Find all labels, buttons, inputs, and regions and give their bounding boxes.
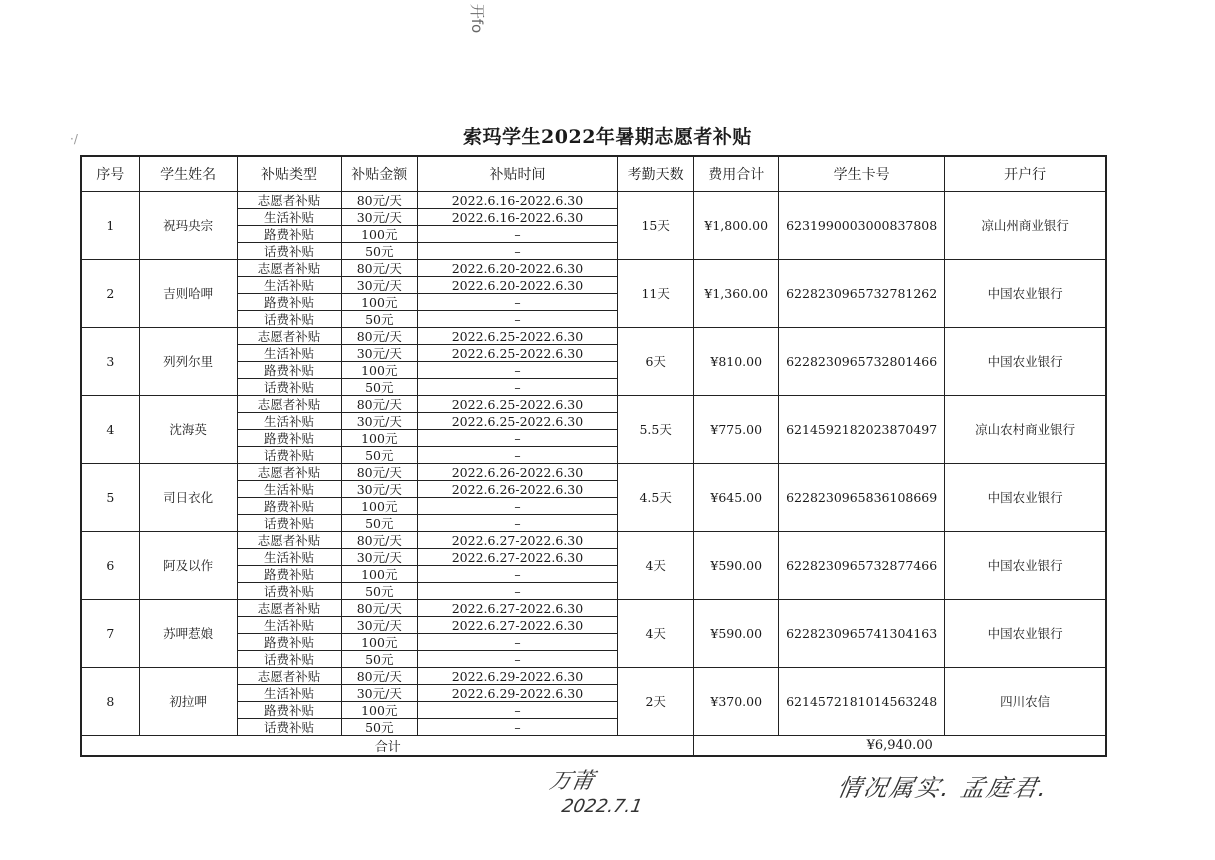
- student-number-cell: 6: [81, 532, 139, 600]
- attendance-days-cell: 6天: [617, 328, 693, 396]
- table-body: [81, 192, 1106, 736]
- subsidy-type-cell: 话费补贴: [237, 583, 341, 600]
- subsidy-type-cell: 志愿者补贴: [237, 668, 341, 685]
- subsidy-period-cell: –: [418, 583, 618, 600]
- subsidy-period-cell: 2022.6.29-2022.6.30: [418, 685, 618, 702]
- bank-cell: 四川农信: [945, 668, 1106, 736]
- subsidy-amount-cell: 50元: [341, 311, 417, 328]
- table-row: [81, 464, 1106, 481]
- subsidy-amount-cell: 30元/天: [341, 209, 417, 226]
- subsidy-period-cell: 2022.6.25-2022.6.30: [418, 396, 618, 413]
- subsidy-amount-cell: 30元/天: [341, 549, 417, 566]
- subsidy-type-cell: 生活补贴: [237, 209, 341, 226]
- card-number-cell: 6228230965732877466: [779, 532, 945, 600]
- table-row: [81, 532, 1106, 549]
- fee-total-cell: ¥1,800.00: [694, 192, 779, 260]
- subsidy-period-cell: –: [418, 362, 618, 379]
- student-number-cell: 3: [81, 328, 139, 396]
- student-name-cell: 苏呷惹娘: [139, 600, 237, 668]
- subsidy-amount-cell: 80元/天: [341, 192, 417, 209]
- subsidy-amount-cell: 30元/天: [341, 345, 417, 362]
- subsidy-period-cell: 2022.6.25-2022.6.30: [418, 345, 618, 362]
- subsidy-type-cell: 生活补贴: [237, 617, 341, 634]
- bank-cell: 中国农业银行: [945, 532, 1106, 600]
- subsidy-period-cell: –: [418, 651, 618, 668]
- subsidy-table: [80, 155, 1107, 757]
- student-number-cell: 5: [81, 464, 139, 532]
- handwritten-signature-right: 情况属实. 孟庭君.: [835, 774, 1051, 802]
- subsidy-type-cell: 路费补贴: [237, 362, 341, 379]
- subsidy-period-cell: –: [418, 226, 618, 243]
- attendance-days-cell: 2天: [617, 668, 693, 736]
- bank-cell: 凉山州商业银行: [945, 192, 1106, 260]
- subsidy-type-cell: 生活补贴: [237, 277, 341, 294]
- total-value: ¥6,940.00: [694, 736, 1106, 757]
- student-number-cell: 4: [81, 396, 139, 464]
- header-cell: 考勤天数: [617, 156, 693, 192]
- bank-cell: 中国农业银行: [945, 328, 1106, 396]
- handwritten-signature-left: 万莆: [547, 769, 596, 794]
- subsidy-amount-cell: 80元/天: [341, 328, 417, 345]
- table-row: [81, 396, 1106, 413]
- subsidy-amount-cell: 80元/天: [341, 260, 417, 277]
- subsidy-type-cell: 路费补贴: [237, 702, 341, 719]
- attendance-days-cell: 15天: [617, 192, 693, 260]
- subsidy-type-cell: 生活补贴: [237, 549, 341, 566]
- card-number-cell: 6228230965741304163: [779, 600, 945, 668]
- subsidy-amount-cell: 50元: [341, 583, 417, 600]
- subsidy-type-cell: 话费补贴: [237, 311, 341, 328]
- subsidy-period-cell: –: [418, 243, 618, 260]
- subsidy-type-cell: 路费补贴: [237, 430, 341, 447]
- header-cell: 补贴时间: [418, 156, 618, 192]
- subsidy-period-cell: 2022.6.27-2022.6.30: [418, 617, 618, 634]
- card-number-cell: 6228230965732801466: [779, 328, 945, 396]
- subsidy-type-cell: 路费补贴: [237, 634, 341, 651]
- header-row: [81, 156, 1106, 192]
- subsidy-amount-cell: 30元/天: [341, 413, 417, 430]
- subsidy-amount-cell: 100元: [341, 226, 417, 243]
- handwritten-date: 2022.7.1: [560, 796, 645, 817]
- subsidy-period-cell: 2022.6.29-2022.6.30: [418, 668, 618, 685]
- header-cell: 开户行: [945, 156, 1106, 192]
- subsidy-period-cell: 2022.6.26-2022.6.30: [418, 481, 618, 498]
- card-number-cell: 6231990003000837808: [779, 192, 945, 260]
- subsidy-period-cell: 2022.6.16-2022.6.30: [418, 192, 618, 209]
- subsidy-period-cell: 2022.6.26-2022.6.30: [418, 464, 618, 481]
- subsidy-amount-cell: 50元: [341, 651, 417, 668]
- subsidy-amount-cell: 100元: [341, 294, 417, 311]
- header-cell: 学生姓名: [139, 156, 237, 192]
- subsidy-type-cell: 志愿者补贴: [237, 260, 341, 277]
- subsidy-amount-cell: 80元/天: [341, 600, 417, 617]
- fee-total-cell: ¥810.00: [694, 328, 779, 396]
- student-number-cell: 7: [81, 600, 139, 668]
- attendance-days-cell: 4天: [617, 532, 693, 600]
- student-number-cell: 1: [81, 192, 139, 260]
- header-cell: 补贴类型: [237, 156, 341, 192]
- subsidy-type-cell: 志愿者补贴: [237, 396, 341, 413]
- attendance-days-cell: 11天: [617, 260, 693, 328]
- subsidy-amount-cell: 100元: [341, 566, 417, 583]
- subsidy-type-cell: 话费补贴: [237, 379, 341, 396]
- total-row: [81, 736, 1106, 757]
- fee-total-cell: ¥775.00: [694, 396, 779, 464]
- subsidy-amount-cell: 100元: [341, 634, 417, 651]
- header-cell: 费用合计: [694, 156, 779, 192]
- card-number-cell: 6228230965732781262: [779, 260, 945, 328]
- subsidy-amount-cell: 30元/天: [341, 277, 417, 294]
- student-name-cell: 祝玛央宗: [139, 192, 237, 260]
- subsidy-period-cell: 2022.6.27-2022.6.30: [418, 532, 618, 549]
- header-cell: 序号: [81, 156, 139, 192]
- subsidy-period-cell: –: [418, 430, 618, 447]
- subsidy-type-cell: 生活补贴: [237, 481, 341, 498]
- subsidy-period-cell: –: [418, 447, 618, 464]
- subsidy-type-cell: 话费补贴: [237, 651, 341, 668]
- subsidy-amount-cell: 80元/天: [341, 532, 417, 549]
- student-name-cell: 阿及以作: [139, 532, 237, 600]
- fee-total-cell: ¥590.00: [694, 532, 779, 600]
- subsidy-period-cell: 2022.6.27-2022.6.30: [418, 600, 618, 617]
- fee-total-cell: ¥1,360.00: [694, 260, 779, 328]
- subsidy-amount-cell: 50元: [341, 719, 417, 736]
- subsidy-period-cell: –: [418, 379, 618, 396]
- student-name-cell: 初拉呷: [139, 668, 237, 736]
- subsidy-type-cell: 路费补贴: [237, 226, 341, 243]
- header-cell: 学生卡号: [779, 156, 945, 192]
- student-number-cell: 8: [81, 668, 139, 736]
- bank-cell: 中国农业银行: [945, 260, 1106, 328]
- card-number-cell: 6214592182023870497: [779, 396, 945, 464]
- table-row: [81, 260, 1106, 277]
- subsidy-type-cell: 路费补贴: [237, 498, 341, 515]
- subsidy-period-cell: 2022.6.16-2022.6.30: [418, 209, 618, 226]
- subsidy-type-cell: 话费补贴: [237, 243, 341, 260]
- fee-total-cell: ¥590.00: [694, 600, 779, 668]
- bank-cell: 中国农业银行: [945, 464, 1106, 532]
- subsidy-period-cell: 2022.6.25-2022.6.30: [418, 413, 618, 430]
- top-handwritten-mark: 开fo: [468, 3, 487, 34]
- subsidy-amount-cell: 50元: [341, 447, 417, 464]
- subsidy-type-cell: 路费补贴: [237, 294, 341, 311]
- student-name-cell: 司日衣化: [139, 464, 237, 532]
- table-row: [81, 668, 1106, 685]
- subsidy-type-cell: 话费补贴: [237, 719, 341, 736]
- table-row: [81, 328, 1106, 345]
- subsidy-amount-cell: 50元: [341, 515, 417, 532]
- subsidy-period-cell: –: [418, 634, 618, 651]
- student-name-cell: 列列尔里: [139, 328, 237, 396]
- card-number-cell: 6228230965836108669: [779, 464, 945, 532]
- subsidy-amount-cell: 30元/天: [341, 617, 417, 634]
- subsidy-type-cell: 志愿者补贴: [237, 464, 341, 481]
- subsidy-amount-cell: 100元: [341, 362, 417, 379]
- subsidy-amount-cell: 30元/天: [341, 481, 417, 498]
- subsidy-period-cell: –: [418, 311, 618, 328]
- subsidy-type-cell: 生活补贴: [237, 413, 341, 430]
- subsidy-period-cell: 2022.6.20-2022.6.30: [418, 277, 618, 294]
- subsidy-type-cell: 志愿者补贴: [237, 328, 341, 345]
- student-name-cell: 吉则哈呷: [139, 260, 237, 328]
- subsidy-type-cell: 生活补贴: [237, 685, 341, 702]
- subsidy-period-cell: 2022.6.20-2022.6.30: [418, 260, 618, 277]
- subsidy-period-cell: –: [418, 719, 618, 736]
- bank-cell: 凉山农村商业银行: [945, 396, 1106, 464]
- subsidy-period-cell: –: [418, 294, 618, 311]
- subsidy-type-cell: 生活补贴: [237, 345, 341, 362]
- subsidy-amount-cell: 50元: [341, 243, 417, 260]
- subsidy-amount-cell: 100元: [341, 430, 417, 447]
- table-row: [81, 192, 1106, 209]
- subsidy-type-cell: 路费补贴: [237, 566, 341, 583]
- attendance-days-cell: 5.5天: [617, 396, 693, 464]
- subsidy-amount-cell: 100元: [341, 702, 417, 719]
- subsidy-type-cell: 志愿者补贴: [237, 192, 341, 209]
- subsidy-type-cell: 话费补贴: [237, 447, 341, 464]
- student-number-cell: 2: [81, 260, 139, 328]
- subsidy-type-cell: 志愿者补贴: [237, 532, 341, 549]
- subsidy-period-cell: –: [418, 515, 618, 532]
- subsidy-amount-cell: 100元: [341, 498, 417, 515]
- attendance-days-cell: 4.5天: [617, 464, 693, 532]
- student-name-cell: 沈海英: [139, 396, 237, 464]
- subsidy-amount-cell: 30元/天: [341, 685, 417, 702]
- corner-scan-mark: ·/: [70, 132, 78, 146]
- subsidy-amount-cell: 80元/天: [341, 464, 417, 481]
- subsidy-period-cell: 2022.6.25-2022.6.30: [418, 328, 618, 345]
- total-label: 合计: [81, 736, 694, 757]
- bank-cell: 中国农业银行: [945, 600, 1106, 668]
- document-title: 索玛学生2022年暑期志愿者补贴: [463, 126, 752, 148]
- subsidy-period-cell: 2022.6.27-2022.6.30: [418, 549, 618, 566]
- subsidy-type-cell: 话费补贴: [237, 515, 341, 532]
- attendance-days-cell: 4天: [617, 600, 693, 668]
- card-number-cell: 6214572181014563248: [779, 668, 945, 736]
- fee-total-cell: ¥645.00: [694, 464, 779, 532]
- subsidy-amount-cell: 50元: [341, 379, 417, 396]
- subsidy-period-cell: –: [418, 702, 618, 719]
- table-row: [81, 600, 1106, 617]
- subsidy-type-cell: 志愿者补贴: [237, 600, 341, 617]
- subsidy-period-cell: –: [418, 566, 618, 583]
- subsidy-amount-cell: 80元/天: [341, 396, 417, 413]
- subsidy-period-cell: –: [418, 498, 618, 515]
- fee-total-cell: ¥370.00: [694, 668, 779, 736]
- subsidy-amount-cell: 80元/天: [341, 668, 417, 685]
- header-cell: 补贴金额: [341, 156, 417, 192]
